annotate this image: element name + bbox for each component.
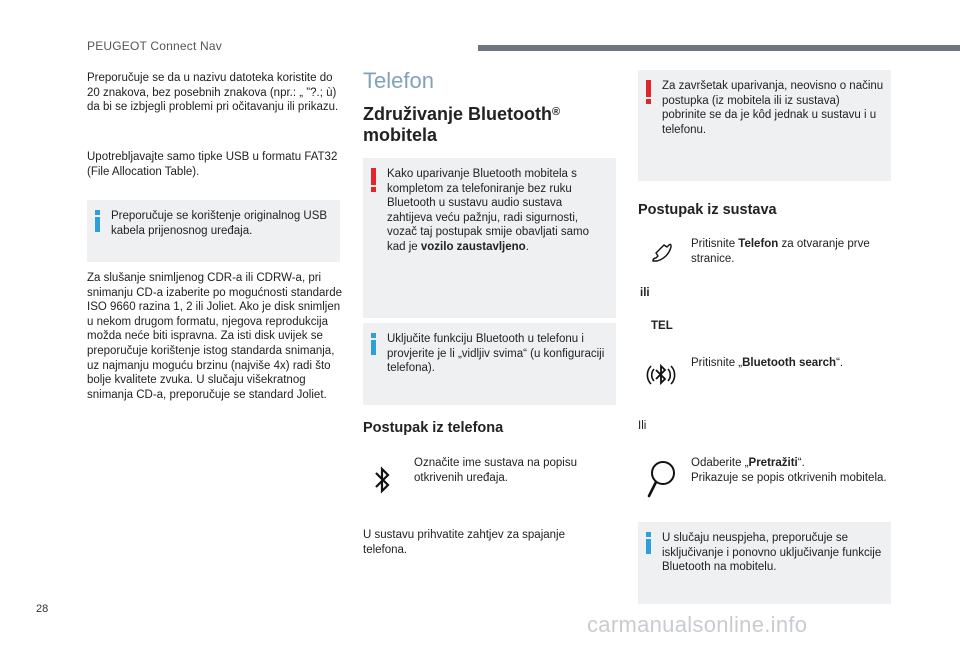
paragraph-filename-tip: Preporučuje se da u nazivu datoteka koristite do 20 znakova, bez posebnih znakova (npr.: „ ”?.; ù) da bi se izbjegli problemi pri očitavanju ili prikazu. — [87, 72, 339, 114]
step-select-system: Označite ime sustava na popisu otkrivenih uređaja. — [414, 457, 578, 484]
section-title: Telefon — [363, 68, 434, 93]
warning-box-code — [638, 70, 891, 181]
info-icon — [371, 333, 376, 355]
tel-button-label: TEL — [651, 320, 673, 332]
warning-text: Za završetak uparivanja, neovisno o načinu postupka (iz mobitela ili iz sustava) pobrinite se da je kôd jednak u sustavu i u telefonu. — [662, 80, 884, 136]
or-label: Ili — [638, 420, 647, 432]
info-icon — [646, 532, 651, 554]
bluetooth-search-icon — [644, 358, 678, 392]
info-box-usb-cable — [87, 200, 340, 262]
info-text: U slučaju neuspjeha, preporučuje se isključivanje i ponovno uključivanje funkcije Bluetooth na mobitelu. — [662, 532, 882, 574]
info-text: Preporučuje se korištenje originalnog USB kabela prijenosnog uređaja. — [111, 210, 328, 237]
paragraph-usb-format: Upotrebljavajte samo tipke USB u formatu FAT32 (File Allocation Table). — [87, 151, 338, 178]
warning-box-driving — [363, 158, 616, 318]
page-title: Združivanje Bluetooth® mobitela — [363, 104, 561, 145]
watermark: carmanualsonline.info — [587, 612, 808, 637]
search-magnifier-icon — [645, 459, 677, 499]
header-brand: PEUGEOT Connect Nav — [87, 39, 222, 53]
header-bar — [478, 45, 960, 51]
info-icon — [95, 210, 100, 232]
warning-icon — [371, 168, 376, 192]
step-bluetooth-search: Pritisnite „Bluetooth search“. — [691, 357, 844, 369]
paragraph-cd-standards: Za slušanje snimljenog CDR-a ili CDRW-a, pri snimanju CD-a izaberite po mogućnosti standarde ISO 9660 razina 1, 2 ili Joliet. Ako je disk snimljen u nekom drugom formatu, njegova reprodukcija možda neće biti ispravna. Za isti disk uvijek se preporučuje korištenje istog standarda snimanja, uz najmanju moguću brzinu (najviše 4x) radi što bolje kvalitete zvuka. U slučaju višekratnog snimanja CD-a, preporučuje se standard Joliet. — [87, 272, 343, 401]
warning-icon — [646, 80, 651, 104]
bluetooth-icon — [373, 464, 393, 496]
phone-handset-icon — [650, 240, 674, 264]
info-box-visibility — [363, 323, 616, 405]
info-box-failure — [638, 522, 891, 604]
paragraph-accept-request: U sustavu prihvatite zahtjev za spajanje telefona. — [363, 529, 565, 556]
subheading-phone-procedure: Postupak iz telefona — [363, 420, 504, 436]
or-label: ili — [640, 287, 650, 299]
step-search: Odaberite „Pretražiti“. Prikazuje se popis otkrivenih mobitela. — [691, 457, 887, 484]
warning-text: Kako uparivanje Bluetooth mobitela s kompletom za telefoniranje bez ruku Bluetooth u sustavu audio sustava zahtijeva veću pažnju, radi sigurnosti, vozač taj postupak smije obavljati samo kad je vozilo zaustavljeno. — [387, 168, 589, 253]
subheading-system-procedure: Postupak iz sustava — [638, 202, 777, 218]
info-text: Uključite funkciju Bluetooth u telefonu i provjerite je li „vidljiv svima“ (u konfiguraciji telefona). — [387, 333, 605, 375]
page-number: 28 — [36, 603, 49, 615]
step-press-telefon: Pritisnite Telefon za otvaranje prve stranice. — [691, 238, 870, 265]
